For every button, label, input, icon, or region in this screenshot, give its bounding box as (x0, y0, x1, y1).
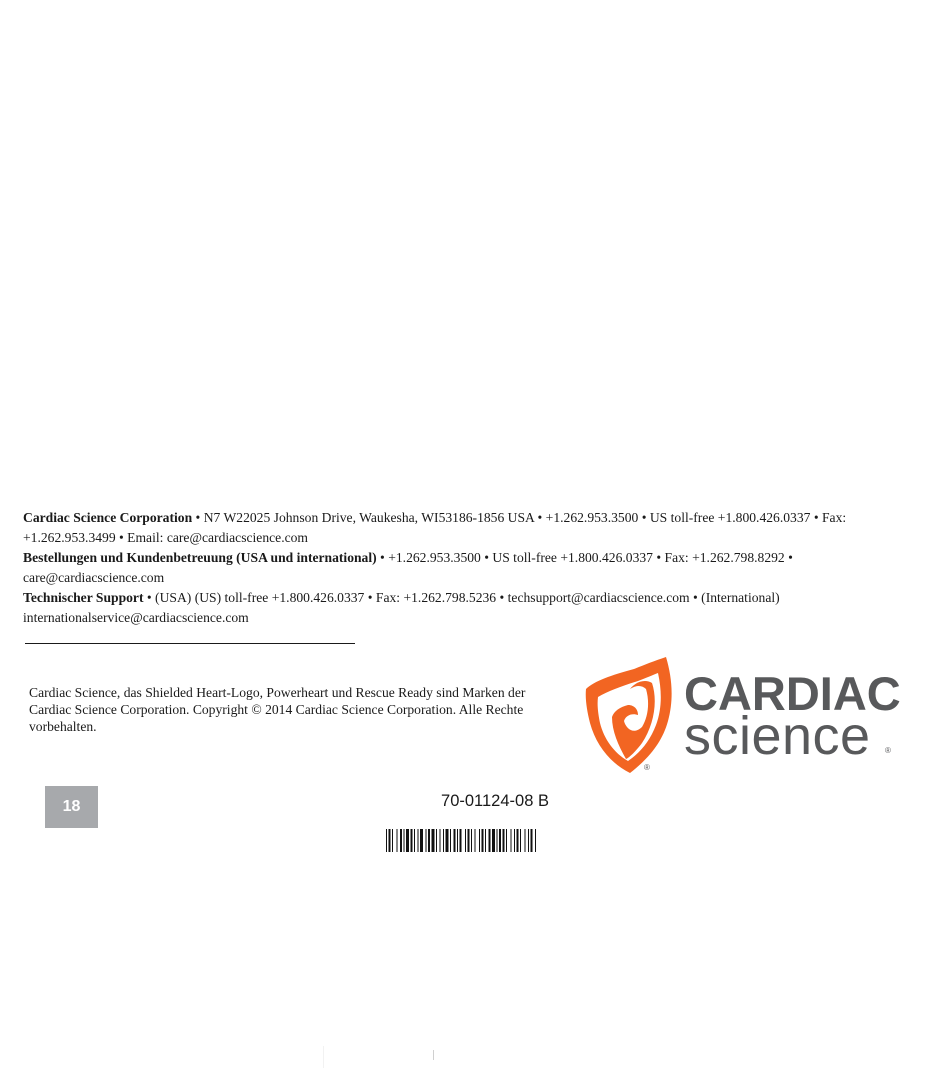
registered-mark: ® (885, 746, 891, 755)
shielded-heart-icon (582, 655, 677, 777)
corporation-name: Cardiac Science Corporation (23, 510, 193, 525)
divider-line (25, 643, 355, 644)
logo-word-science: science (684, 706, 871, 766)
cardiac-science-logo (582, 655, 901, 777)
contact-orders (23, 548, 893, 588)
scan-artifact (433, 1050, 434, 1060)
scan-artifact (323, 1046, 324, 1068)
orders-heading: Bestellungen und Kundenbetreuung (USA und international) (23, 550, 377, 565)
contact-corporation (23, 508, 893, 548)
support-heading: Technischer Support (23, 590, 144, 605)
contact-support (23, 588, 893, 628)
page-number-badge (45, 786, 98, 828)
page-number: 18 (62, 798, 81, 815)
document-number: 70-01124-08 B (441, 792, 549, 810)
registered-mark: ® (644, 763, 650, 772)
orders-details: • +1.262.953.3500 • US toll-free +1.800.426.0337 • Fax: +1.262.798.8292 • care@cardiacscience.com (23, 550, 793, 585)
logo-word-cardiac: CARDIAC (684, 667, 901, 720)
trademark-notice: Cardiac Science, das Shielded Heart-Logo, Powerheart und Rescue Ready sind Marken der Cardiac Science Corporation. Copyright © 2014 Cardiac Science Corporation. Alle Rechte vorbehalten. (29, 685, 526, 734)
support-details: • (USA) (US) toll-free +1.800.426.0337 • Fax: +1.262.798.5236 • techsupport@cardiacscience.com • (International) internationalservice@cardiacscience.com (23, 590, 780, 625)
contact-block (23, 508, 893, 628)
corporation-details: • N7 W22025 Johnson Drive, Waukesha, WI53186-1856 USA • +1.262.953.3500 • US toll-free +1.800.426.0337 • Fax: +1.262.953.3499 • Email: care@cardiacscience.com (23, 510, 847, 545)
barcode-icon (386, 829, 606, 852)
